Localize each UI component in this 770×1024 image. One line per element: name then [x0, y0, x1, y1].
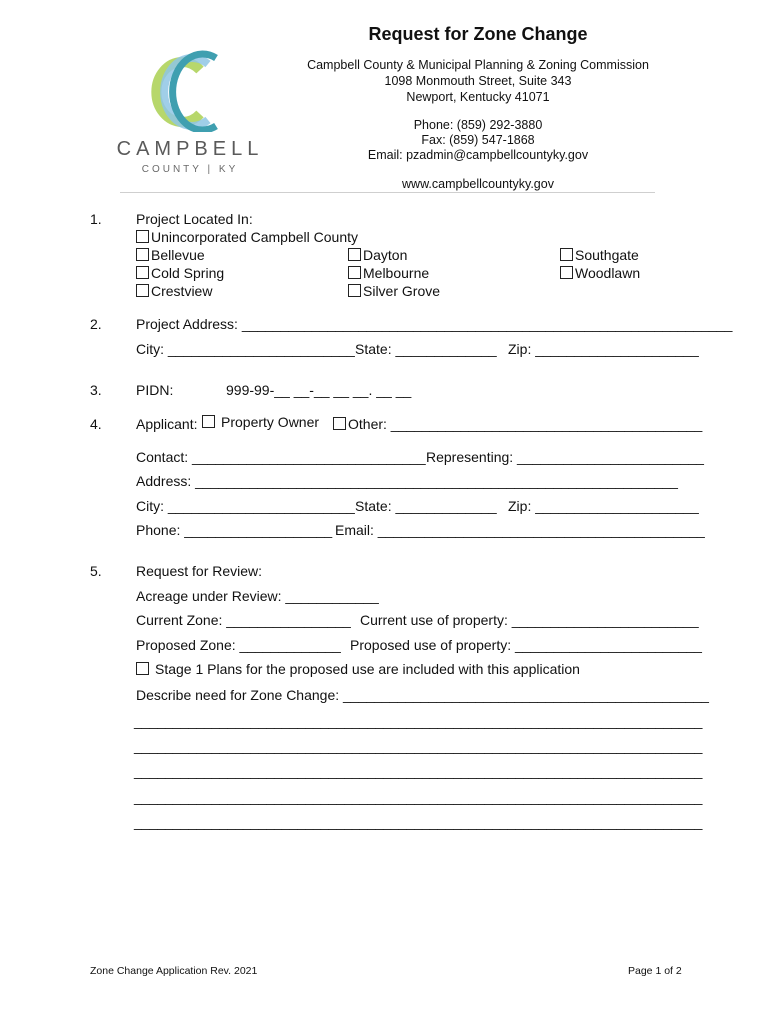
option-crestview[interactable] [136, 283, 212, 299]
campbell-county-logo [110, 42, 270, 182]
current-zone-field[interactable]: Current Zone: ________________ [136, 612, 351, 628]
section-4-number: 4. [90, 416, 102, 432]
option-label: Woodlawn [575, 265, 641, 281]
option-label: Melbourne [363, 265, 430, 281]
logo-wordmark: CAMPBELL [116, 138, 264, 160]
option-stage1-plans[interactable] [136, 661, 580, 677]
section-2-number: 2. [90, 316, 102, 332]
checkbox-icon[interactable] [333, 417, 346, 430]
org-phone: Phone: (859) 292-3880 [413, 118, 543, 132]
page-title: Request for Zone Change [368, 24, 588, 44]
org-website[interactable]: www.campbellcountyky.gov [402, 177, 554, 191]
option-southgate[interactable] [560, 247, 639, 263]
checkbox-icon[interactable] [136, 248, 149, 261]
describe-line[interactable]: _________________________________________________________________________ [134, 814, 703, 830]
option-label: Bellevue [151, 247, 205, 263]
other-field[interactable]: Other: ________________________________________ [348, 416, 703, 432]
option-woodlawn[interactable] [560, 265, 640, 281]
option-dayton[interactable] [348, 247, 407, 263]
option-melbourne[interactable] [348, 265, 429, 281]
checkbox-icon[interactable] [348, 284, 361, 297]
location-label: Project Located In: [136, 211, 253, 227]
section-3-number: 3. [90, 382, 102, 398]
option-other[interactable] [333, 416, 702, 432]
contact-field[interactable]: Contact: ______________________________ [136, 449, 426, 465]
project-city-field[interactable]: City: ________________________ [136, 341, 355, 357]
option-bellevue[interactable] [136, 247, 205, 263]
checkbox-icon[interactable] [348, 266, 361, 279]
org-name: Campbell County & Municipal Planning & Zoning Commission [307, 58, 649, 72]
org-street: 1098 Monmouth Street, Suite 343 [384, 74, 572, 88]
acreage-field[interactable]: Acreage under Review: ____________ [136, 588, 379, 604]
option-label: Property Owner [221, 414, 320, 430]
proposed-zone-field[interactable]: Proposed Zone: _____________ [136, 637, 341, 653]
org-fax: Fax: (859) 547-1868 [421, 133, 535, 147]
option-label: Stage 1 Plans for the proposed use are included with this application [155, 661, 580, 677]
section-1-number: 1. [90, 211, 102, 227]
representing-field[interactable]: Representing: ________________________ [426, 449, 704, 465]
applicant-label: Applicant: [136, 416, 198, 432]
current-use-field[interactable]: Current use of property: ________________________ [360, 612, 699, 628]
checkbox-icon[interactable] [560, 266, 573, 279]
checkbox-icon[interactable] [202, 415, 215, 428]
option-label: Unincorporated Campbell County [151, 229, 358, 245]
option-label: Cold Spring [151, 265, 225, 281]
campbell-c-logo-icon [150, 42, 230, 132]
option-label: Dayton [363, 247, 408, 263]
review-label: Request for Review: [136, 563, 263, 579]
describe-line[interactable]: _________________________________________________________________________ [134, 738, 703, 754]
org-email: Email: pzadmin@campbellcountyky.gov [367, 148, 589, 162]
footer-revision: Zone Change Application Rev. 2021 [90, 965, 258, 977]
applicant-phone-field[interactable]: Phone: ___________________ [136, 522, 333, 538]
checkbox-icon[interactable] [136, 662, 149, 675]
applicant-address-field[interactable]: Address: ______________________________________________________________ [136, 473, 678, 489]
checkbox-icon[interactable] [136, 284, 149, 297]
pidn-field[interactable]: 999-99-__ __-__ __ __. __ __ [226, 382, 412, 398]
option-silver-grove[interactable] [348, 283, 440, 299]
describe-need-field[interactable]: Describe need for Zone Change: _______________________________________________ [136, 687, 709, 703]
checkbox-icon[interactable] [136, 230, 149, 243]
applicant-zip-field[interactable]: Zip: _____________________ [508, 498, 699, 514]
checkbox-icon[interactable] [560, 248, 573, 261]
proposed-use-field[interactable]: Proposed use of property: ________________________ [350, 637, 702, 653]
section-5-number: 5. [90, 563, 102, 579]
describe-line[interactable]: _________________________________________________________________________ [134, 713, 703, 729]
header-divider [120, 192, 655, 193]
pidn-label: PIDN: [136, 382, 174, 398]
option-property-owner[interactable] [202, 414, 319, 430]
footer-page-number: Page 1 of 2 [628, 965, 682, 977]
describe-line[interactable]: _________________________________________________________________________ [134, 789, 703, 805]
logo-subtitle: COUNTY | KY [141, 164, 239, 175]
applicant-email-field[interactable]: Email: __________________________________________ [335, 522, 705, 538]
describe-line[interactable]: _________________________________________________________________________ [134, 763, 703, 779]
option-cold-spring[interactable] [136, 265, 224, 281]
applicant-state-field[interactable]: State: _____________ [355, 498, 497, 514]
project-state-field[interactable]: State: _____________ [355, 341, 497, 357]
applicant-city-field[interactable]: City: ________________________ [136, 498, 355, 514]
org-city: Newport, Kentucky 41071 [406, 90, 550, 104]
option-unincorporated[interactable] [136, 229, 358, 245]
option-label: Crestview [151, 283, 213, 299]
checkbox-icon[interactable] [348, 248, 361, 261]
project-address-field[interactable]: Project Address: _______________________________________________________________ [136, 316, 733, 332]
project-zip-field[interactable]: Zip: _____________________ [508, 341, 699, 357]
checkbox-icon[interactable] [136, 266, 149, 279]
option-label: Southgate [575, 247, 639, 263]
option-label: Silver Grove [363, 283, 441, 299]
